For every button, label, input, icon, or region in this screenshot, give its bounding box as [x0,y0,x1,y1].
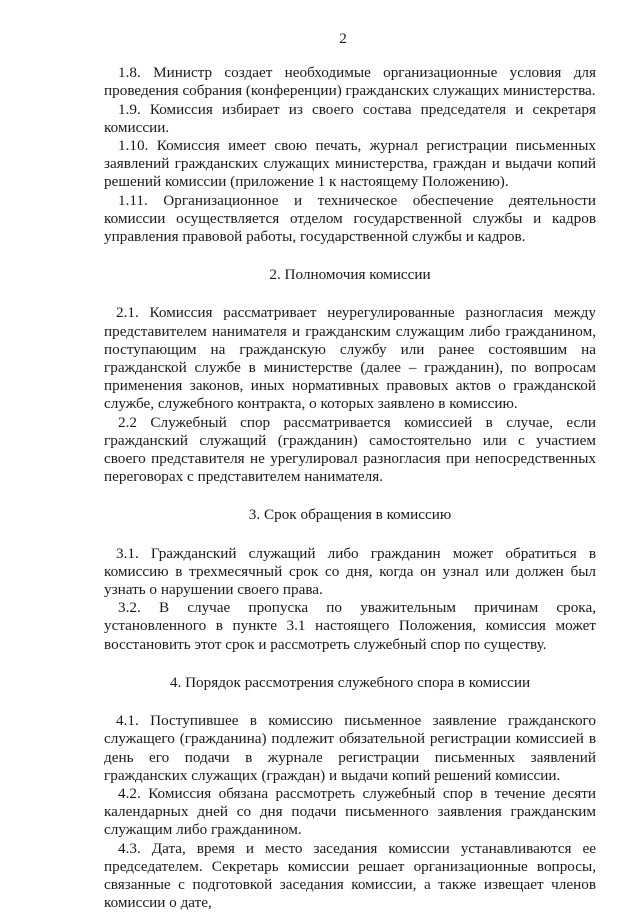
section-heading-3: 3. Срок обращения в комиссию [248,506,452,524]
paragraph-1-9: 1.9. Комиссия избирает из своего состава председателя и секретаря комиссии. [104,100,596,136]
paragraph-4-2: 4.2. Комиссия обязана рассмотреть служебный спор в течение десяти календарных дней со дня подачи письменного заявления гражданским служащим либо гражданином. [104,784,596,839]
paragraph-4-1: 4.1. Поступившее в комиссию письменное заявление гражданского служащего (гражданина) подлежит обязательной регистрации комиссией в день его подачи в журнале регистрации письменных заявлений гражданских служащих (граждан) и выдачи копий решений комиссии. [104,712,596,784]
paragraph-2-1: 2.1. Комиссия рассматривает неурегулированные разногласия между представителем нанимателя и гражданским служащим либо гражданином, поступающим на гражданскую службу или ранее состоявшим на гражданской службе в министерстве (далее – гражданин), по вопросам применения законов, иных нормативных правовых актов о гражданской службе, служебного контракта, о которых заявлено в комиссию. [104,304,596,413]
paragraph-3-2: 3.2. В случае пропуска по уважительным причинам срока, установленного в пункте 3.1 настоящего Положения, комиссия может восстановить этот срок и рассмотреть служебный спор по существу. [104,599,596,653]
document-page [104,30,596,912]
paragraph-3-1: 3.1. Гражданский служащий либо гражданин может обратиться в комиссию в трехмесячный срок со дня, когда он узнал или должен был узнать о нарушении своего права. [104,544,596,599]
paragraph-2-2: 2.2 Служебный спор рассматривается комиссией в случае, если гражданский служащий (гражданин) самостоятельно или с участием своего представителя не урегулировал разногласия при непосредственных переговорах с представителем нанимателя. [104,413,596,486]
page-number: 2 [339,30,347,47]
paragraph-1-8: 1.8. Министр создает необходимые организационные условия для проведения собрания (конференции) гражданских служащих министерства. [104,64,596,100]
section-heading-2: 2. Полномочия комиссии [269,266,431,284]
section-heading-4: 4. Порядок рассмотрения служебного спора в комиссии [169,673,531,691]
paragraph-4-3: 4.3. Дата, время и место заседания комиссии устанавливаются ее председателем. Секретарь комиссии решает организационные вопросы, связанные с подготовкой заседания комиссии, а также извещает членов комиссии о дате, [104,839,596,912]
paragraph-1-10: 1.10. Комиссия имеет свою печать, журнал регистрации письменных заявлений гражданских служащих министерства, граждан и выдачи копий решений комиссии (приложение 1 к настоящему Положению). [104,137,596,191]
paragraph-1-11: 1.11. Организационное и техническое обеспечение деятельности комиссии осуществляется отделом государственной службы и кадров управления правовой работы, государственной службы и кадров. [104,191,596,246]
